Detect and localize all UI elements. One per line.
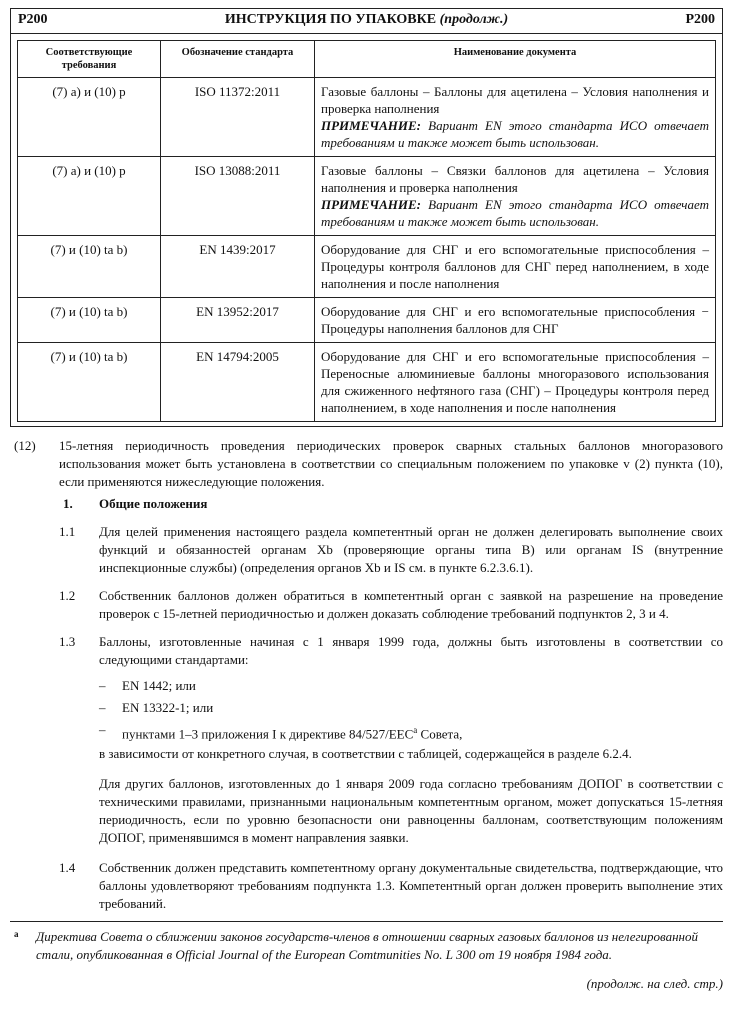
table-row [18,236,716,298]
row-standard: EN 1439:2017 [161,236,315,298]
list-dash: – [99,722,106,737]
list-item-text-wrap [122,721,723,743]
row-document: Оборудование для СНГ и его вспомогательные приспособления − Процедуры наполнения баллонов для СНГ [315,298,716,343]
page-header [10,8,723,34]
row-note [321,117,709,151]
row-document [315,157,716,236]
row-requirement: (7) и (10) ta b) [18,343,161,422]
item-1-3 [10,633,723,669]
item-number: 1.1 [59,524,76,539]
table-row [18,157,716,236]
list-item-tail: Совета, [417,726,463,742]
list-item [99,677,723,695]
instruction-frame [10,34,723,427]
row-document: Оборудование для СНГ и его вспомогательные приспособления – Переносные алюминиевые баллоны многоразового использования для сжиженного нефтяного газа (СНГ) – Процедуры контроля перед наполнением, в ходе наполнения и после наполнения [315,343,716,422]
row-note-label: ПРИМЕЧАНИЕ: [321,197,422,212]
item-1-4 [10,859,723,913]
item-number: 1.2 [59,588,76,603]
footnote-ref: a [413,725,418,735]
header-title-text: ИНСТРУКЦИЯ ПО УПАКОВКЕ [224,12,437,27]
col-header-requirements: Соответствующие требования [18,41,161,78]
list-dash: – [99,678,106,693]
row-requirement: (7) a) и (10) p [18,157,161,236]
header-title [11,12,722,28]
row-document: Оборудование для СНГ и его вспомогательные приспособления – Процедуры контроля баллонов для СНГ перед наполнением, в ходе наполнения и после наполнения [315,236,716,298]
row-note-label: ПРИМЕЧАНИЕ: [321,118,422,133]
row-standard: EN 14794:2005 [161,343,315,422]
item-number: 1.4 [59,860,76,876]
list-item [99,699,723,717]
section-number: (12) [14,438,36,453]
section-intro: 15-летняя периодичность проведения периодических проверок сварных стальных баллонов многоразового использования может быть установлена в соответствии со специальным положением по упаковке v (2) пункта (10), если применяются нижеследующие положения. [59,438,723,489]
table-row [18,78,716,157]
row-requirement: (7) a) и (10) p [18,78,161,157]
col-header-standard: Обозначение стандарта [161,41,315,78]
row-standard: ISO 11372:2011 [161,78,315,157]
heading-text: Общие положения [99,496,208,511]
row-standard: EN 13952:2017 [161,298,315,343]
table-header-row [18,41,716,78]
standards-table [17,40,716,422]
row-note-text: Вариант EN этого стандарта ИСО отвечает требованиям и также может быть использован. [321,197,710,229]
continued-label: (продолж. на след. стр.) [586,976,723,992]
list-after-text: в зависимости от конкретного случая, в соответствии с таблицей, содержащейся в разделе 6.2.4. [99,746,632,762]
list-item-text: EN 1442; или [122,678,196,693]
footnote [10,928,723,964]
row-document-title: Газовые баллоны – Связки баллонов для ацетилена – Условия наполнения и проверка наполнения [321,163,709,195]
heading-general-provisions [10,495,723,513]
footnote-divider [10,921,723,922]
item-text: Собственник должен представить компетентному органу документальные свидетельства, подтверждающие, что баллоны удовлетворяют требованиям подпункта 1.3. Компетентный орган должен проверить выполнение этих требований. [99,860,723,912]
list-dash: – [99,700,106,715]
list-item [99,721,723,743]
document-page [10,8,723,992]
item-text: Баллоны, изготовленные начиная с 1 января 1999 года, должны быть изготовлены в соответствии со следующими стандартами: [99,634,723,667]
heading-number: 1. [63,496,73,511]
table-row [18,298,716,343]
table-row [18,343,716,422]
footnote-marker: a [14,929,19,940]
list-item-text: EN 13322-1; или [122,700,214,715]
row-standard: ISO 13088:2011 [161,157,315,236]
item-1-3-paragraph: Для других баллонов, изготовленных до 1 января 2009 года согласно требованиям ДОПОГ в соответствии с техническими правилами, признанными национальным компетентным органом, может допускаться 15-летняя периодичность, если по уровню безопасности они равноценны баллонам, соответствующим положениям ДОПОГ, применявшимся в момент направления заявки. [99,776,723,846]
row-requirement: (7) и (10) ta b) [18,236,161,298]
item-text: Собственник баллонов должен обратиться в компетентный орган с заявкой на разрешение на проведение проверок с 15-летней периодичностью и должен доказать соблюдение требований подпунктов 2, 3 и 4. [99,588,723,621]
col-header-document: Наименование документа [315,41,716,78]
item-text: Для целей применения настоящего раздела компетентный орган не должен делегировать выполнение своих функций и обязанностей органам Xb (проверяющие органы типа B) или органам IS (внутренние инспекционные службы) (определения органов Xb и IS см. в пункте 6.2.3.6.1). [99,524,723,575]
row-document [315,78,716,157]
item-1-2 [10,587,723,623]
row-note [321,196,709,230]
list-item-text: пунктами 1–3 приложения I к директиве 84/527/EEC [122,726,414,742]
item-1-1 [10,523,723,577]
section-12 [10,437,723,913]
row-note-text: Вариант EN этого стандарта ИСО отвечает требованиям и также может быть использован. [321,118,710,150]
header-title-suffix: (продолж.) [439,12,509,27]
item-number: 1.3 [59,634,76,649]
row-document-title: Газовые баллоны – Баллоны для ацетилена – Условия наполнения и проверка наполнения [321,84,709,116]
row-requirement: (7) и (10) ta b) [18,298,161,343]
footnote-text: Директива Совета о сближении законов государств-членов в отношении сварных газовых баллонов из нелегированной стали, опубликованная в Official Journal of the European Comtmunities No. L 300 от 19 ноября 1984 года. [36,929,698,963]
header-code-left: P200 [18,12,48,27]
header-code-right: P200 [685,12,715,27]
